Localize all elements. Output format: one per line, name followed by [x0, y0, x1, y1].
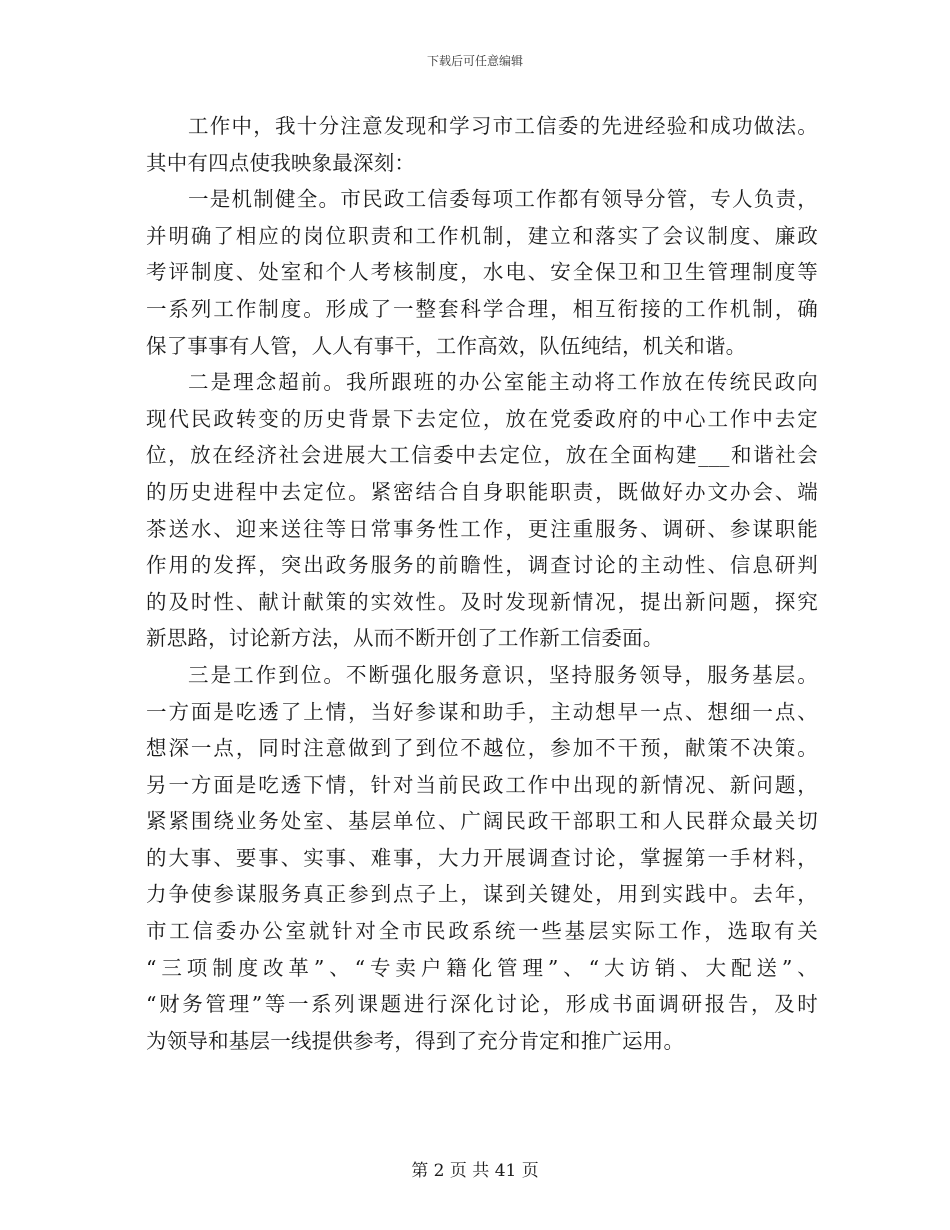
page-number: 第 2 页 共 41 页: [411, 1161, 539, 1181]
text-line: “三项制度改革”、“专卖户籍化管理”、“大访销、大配送”、: [146, 955, 818, 980]
page-header-note: 下载后可任意编辑: [426, 54, 523, 68]
text-line: 位，放在经济社会进展大工信委中去定位，放在全面构建___和谐社会: [146, 443, 818, 468]
text-line: 的及时性、献计献策的实效性。及时发现新情况，提出新问题，探究: [146, 589, 818, 614]
text-line: 力争使参谋服务真正参到点子上，谋到关键处，用到实践中。去年，: [146, 882, 818, 907]
text-line: 现代民政转变的历史背景下去定位，放在党委政府的中心工作中去定: [146, 406, 818, 431]
document-body: [146, 108, 818, 1059]
text-line: 紧紧围绕业务处室、基层单位、广阔民政干部职工和人民群众最关切: [146, 809, 818, 834]
text-line: 考评制度、处室和个人考核制度，水电、安全保卫和卫生管理制度等: [146, 260, 818, 285]
text-line: 并明确了相应的岗位职责和工作机制，建立和落实了会议制度、廉政: [146, 223, 818, 248]
text-line: 作用的发挥，突出政务服务的前瞻性，调查讨论的主动性、信息研判: [146, 553, 818, 578]
text-line: 另一方面是吃透下情，针对当前民政工作中出现的新情况、新问题，: [146, 772, 818, 797]
text-line: 的历史进程中去定位。紧密结合自身职能职责，既做好办文办会、端: [146, 479, 818, 504]
text-line: 工作中，我十分注意发现和学习市工信委的先进经验和成功做法。: [188, 114, 818, 138]
text-line: 二是理念超前。我所跟班的办公室能主动将工作放在传统民政向: [188, 370, 818, 395]
text-line: 的大事、要事、实事、难事，大力开展调查讨论，掌握第一手材料，: [146, 845, 818, 870]
text-line: 其中有四点使我映象最深刻：: [146, 150, 416, 175]
text-line: 想深一点，同时注意做到了到位不越位，参加不干预，献策不决策。: [146, 736, 818, 761]
text-line: 市工信委办公室就针对全市民政系统一些基层实际工作，选取有关: [146, 919, 818, 944]
text-line: 一方面是吃透了上情，当好参谋和助手，主动想早一点、想细一点、: [146, 699, 818, 724]
text-line: 一系列工作制度。形成了一整套科学合理，相互衔接的工作机制，确: [146, 296, 818, 321]
text-line: “财务管理”等一系列课题进行深化讨论，形成书面调研报告，及时: [146, 992, 818, 1017]
text-line: 新思路，讨论新方法，从而不断开创了工作新工信委面。: [146, 626, 664, 651]
text-line: 为领导和基层一线提供参考，得到了充分肯定和推广运用。: [146, 1028, 685, 1053]
text-line: 保了事事有人管，人人有事干，工作高效，队伍纯结，机关和谐。: [146, 333, 747, 358]
text-line: 一是机制健全。市民政工信委每项工作都有领导分管，专人负责，: [188, 187, 818, 212]
text-line: 三是工作到位。不断强化服务意识，坚持服务领导，服务基层。: [188, 662, 818, 687]
text-line: 茶送水、迎来送往等日常事务性工作，更注重服务、调研、参谋职能: [146, 516, 818, 541]
